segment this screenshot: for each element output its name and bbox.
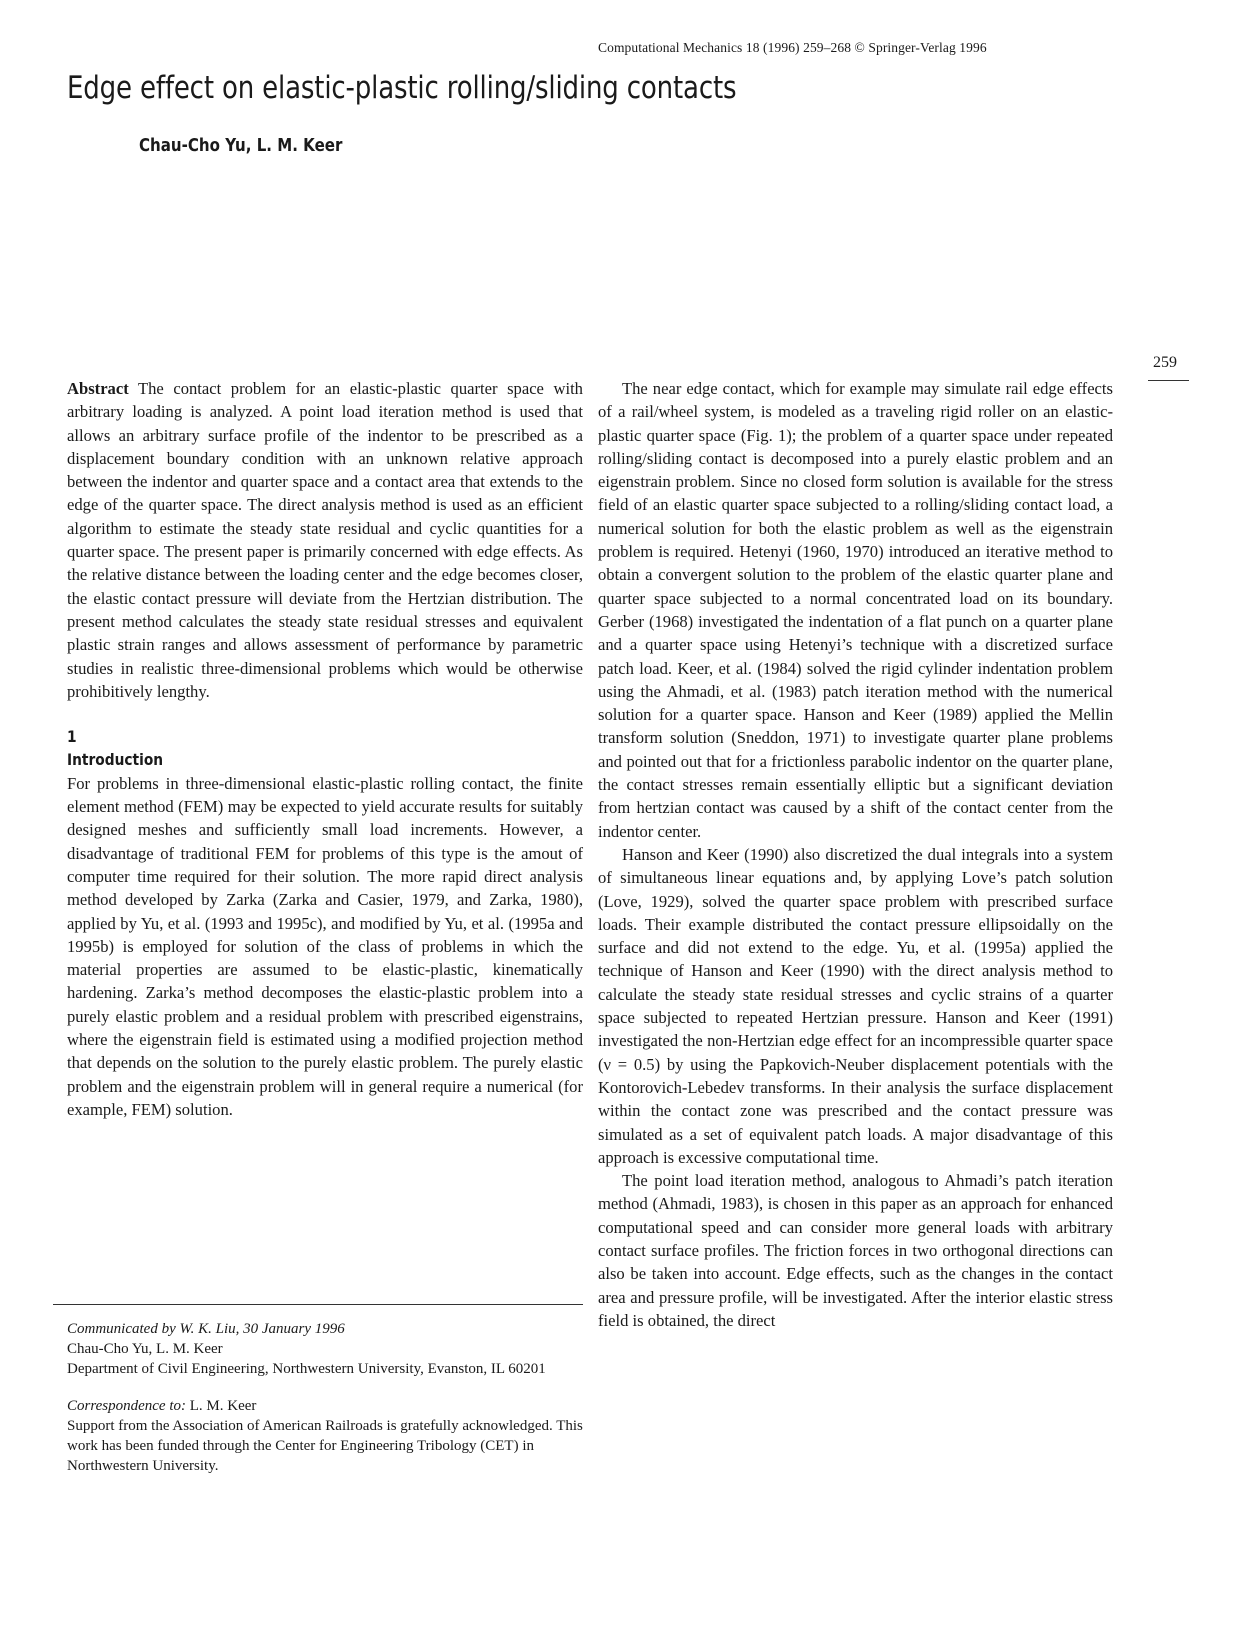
body-paragraph: The near edge contact, which for example may simulate rail edge effects of a rail/wheel system, is modeled as a traveling rigid roller on an elastic-plastic quarter space (Fig. 1); the problem of a quarter space under repeated rolling/sliding contact is decomposed into a purely elastic problem and an eigenstrain problem. Since no closed form solution is available for the stress field of an elastic quarter space subjected to a rolling/sliding contact load, a numerical solution for both the elastic problem as well as the eigenstrain problem is required. Hetenyi (1960, 1970) introduced an iterative method to obtain a convergent solution to the problem of the elastic quarter plane and quarter space subjected to a normal concentrated load on its boundary. Gerber (1968) investigated the indentation of a flat punch on a quarter plane and a quarter space using Hetenyi’s technique with a discretized surface patch load. Keer, et al. (1984) solved the rigid cylinder indentation problem using the Ahmadi, et al. (1983) patch iteration method with the numerical solution for a quarter space. Hanson and Keer (1989) applied the Mellin transform solution (Sneddon, 1971) to investigate quarter plane problems and pointed out that for a frictionless parabolic indentor on the quarter plane, the contact stresses remain essentially elliptic but a significant deviation from hertzian contact was caused by a shift of the contact center from the indentor center. <box>598 379 1113 841</box>
abstract-label: Abstract <box>67 379 129 398</box>
section-heading-introduction <box>67 725 583 772</box>
abstract <box>67 377 583 703</box>
section-number: 1 <box>67 727 77 747</box>
section-title: Introduction <box>67 750 164 770</box>
support-acknowledgement: Support from the Association of American Railroads is gratefully acknowledged. This work has been funded through the Center for Engineering Tribology (CET) in Northwestern University. <box>67 1418 583 1474</box>
page-number-rule <box>1148 380 1189 381</box>
left-column <box>67 377 583 1121</box>
right-column <box>598 377 1113 1332</box>
author-affiliation-block <box>67 1339 587 1379</box>
correspondence-name: L. M. Keer <box>189 1398 257 1414</box>
page-number: 259 <box>1153 354 1177 371</box>
body-paragraph: The point load iteration method, analogous to Ahmadi’s patch iteration method (Ahmadi, 1983), is chosen in this paper as an approach for enhanced computational speed and can consider more general loads with arbitrary contact surface profiles. The friction forces in two orthogonal directions can also be taken into account. Edge effects, such as the changes in the contact area and pressure profile, will be investigated. After the interior elastic stress field is obtained, the direct <box>598 1171 1113 1330</box>
correspondence <box>67 1396 587 1416</box>
paper-title: Edge effect on elastic-plastic rolling/sliding contacts <box>67 70 737 106</box>
footnote-affiliation: Department of Civil Engineering, Northwestern University, Evanston, IL 60201 <box>67 1361 546 1377</box>
author-list: Chau-Cho Yu, L. M. Keer <box>139 136 343 156</box>
communicated-by: Communicated by W. K. Liu, 30 January 1996 <box>67 1321 345 1337</box>
footnote-authors: Chau-Cho Yu, L. M. Keer <box>67 1341 223 1357</box>
body-paragraph: Hanson and Keer (1990) also discretized the dual integrals into a system of simultaneous linear equations and, by applying Love’s patch solution (Love, 1929), solved the quarter space problem with prescribed surface loads. Their example distributed the contact pressure ellipsoidally on the surface and did not extend to the edge. Yu, et al. (1995a) applied the technique of Hanson and Keer (1990) with the direct analysis method to calculate the steady state residual stresses and cyclic strains of a quarter space subjected to repeated Hertzian pressure. Hanson and Keer (1991) investigated the non-Hertzian edge effect for an incompressible quarter space (ν = 0.5) by using the Papkovich-Neuber displacement potentials with the Kontorovich-Lebedev transforms. In their analysis the surface displacement within the contact zone was prescribed and the contact pressure was simulated as a set of equivalent patch loads. A major disadvantage of this approach is excessive computational time. <box>598 844 1113 1167</box>
footnotes <box>67 1319 587 1476</box>
correspondence-label: Correspondence to: <box>67 1398 187 1414</box>
journal-reference: Computational Mechanics 18 (1996) 259–268 © Springer-Verlag 1996 <box>598 40 987 55</box>
footnote-divider <box>53 1304 583 1305</box>
abstract-text: The contact problem for an elastic-plastic quarter space with arbitrary loading is analyzed. A point load iteration method is used that allows an arbitrary surface profile of the indentor to be prescribed as a displacement boundary condition with an unknown relative approach between the indentor and quarter space and a contact area that extends to the edge of the quarter space. The direct analysis method is used as an efficient algorithm to estimate the steady state residual and cyclic quantities for a quarter space. The present paper is primarily concerned with edge effects. As the relative distance between the loading center and the edge becomes closer, the elastic contact pressure will deviate from the Hertzian distribution. The present method calculates the steady state residual stresses and equivalent plastic strain ranges and allows assessment of performance by parametric studies in realistic three-dimensional problems which would be otherwise prohibitively lengthy. <box>67 379 583 701</box>
introduction-paragraph: For problems in three-dimensional elastic-plastic rolling contact, the finite element method (FEM) may be expected to yield accurate results for suitably designed meshes and sufficiently small load increments. However, a disadvantage of traditional FEM for problems of this type is the amout of computer time required for their solution. The more rapid direct analysis method developed by Zarka (Zarka and Casier, 1979, and Zarka, 1980), applied by Yu, et al. (1993 and 1995c), and modified by Yu, et al. (1995a and 1995b) is employed for solution of the class of problems in which the material properties are assumed to be elastic-plastic, kinematically hardening. Zarka’s method decomposes the elastic-plastic problem into a purely elastic problem and a residual problem with prescribed eigenstrains, where the eigenstrain field is estimated using a modified projection method that depends on the solution to the purely elastic problem. The purely elastic problem and the eigenstrain problem will in general require a numerical (for example, FEM) solution. <box>67 773 583 1119</box>
